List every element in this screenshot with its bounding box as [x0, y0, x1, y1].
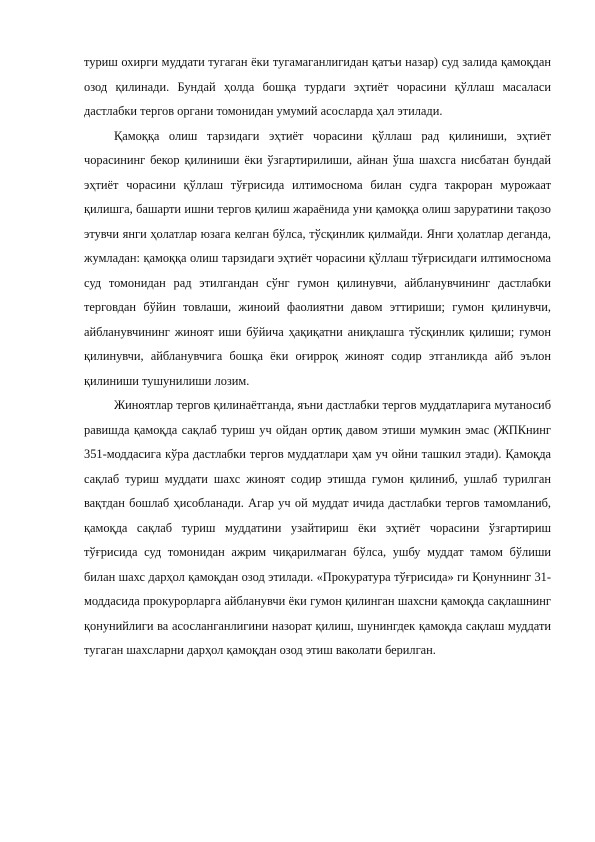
document-page — [84, 50, 551, 663]
paragraph-3: Жиноятлар тергов қилинаётганда, яъни дастлабки тергов муддатларига мутаносиб равишда қамоқда сақлаб туриш уч ойдан ортиқ давом этиши мумкин эмас (ЖПКнинг 351-моддасига кўра дастлабки тергов муддатлари ҳам уч ойни ташкил этади). Қамоқда сақлаб туриш муддати шахс жиноят содир этишда гумон қилиниб, ушлаб турилган вақтдан бошлаб ҳисобланади. Агар уч ой муддат ичида дастлабки тергов тамомланиб, қамоқда сақлаб туриш муддатини узайтириш ёки эҳтиёт чорасини ўзгартириш тўғрисида суд томонидан ажрим чиқарилмаган бўлса, ушбу муддат тамом бўлиши билан шахс дарҳол қамоқдан озод этилади. «Прокуратура тўғрисида» ги Қонуннинг 31-моддасида прокурорларга айбланувчи ёки гумон қилинган шахсни қамоқда сақлашнинг қонунийлиги ва асосланганлигини назорат қилиш, шунингдек қамоқда сақлаш муддати тугаган шахсларни дарҳол қамоқдан озод этиш ваколати берилган. — [84, 398, 551, 657]
paragraph-2: Қамоққа олиш тарзидаги эҳтиёт чорасини қўллаш рад қилиниши, эҳтиёт чорасининг бекор қилиниши ёки ўзгартирилиши, айнан ўша шахсга нисбатан бундай эҳтиёт чорасини қўллаш тўғрисида илтимосномa билан судга такроран мурожаат қилишга, башарти ишни тергов қилиш жараёнида уни қамоққа олиш заруратини тақозо этувчи янги ҳолатлар юзага келган бўлса, тўсқинлик қилмайди. Янги ҳолатлар деганда, жумладан: қамоққа олиш тарзидаги эҳтиёт чорасини қўллаш тўғрисидаги илтимоснома суд томонидан рад этилгандан сўнг гумон қилинувчи, айбланувчининг дастлабки терговдан бўйин товлаши, жиноий фаолиятни давом эттириши; гумон қилинувчи, айбланувчининг жиноят иши бўйича ҳақиқатни аниқлашга тўсқинлик қилиши; гумон қилинувчи, айбланувчига бошқа ёки оғирроқ жиноят содир этганликда айб эълон қилиниши тушунилиши лозим. — [84, 128, 551, 388]
paragraph-1: туриш охирги муддати тугаган ёки тугамаганлигидан қатъи назар) суд залида қамоқдан озод қилинади. Бундай ҳолда бошқа турдаги эҳтиёт чорасини қўллаш масаласи дастлабки тергов органи томонидан умумий асосларда ҳал этилади. — [84, 55, 551, 118]
